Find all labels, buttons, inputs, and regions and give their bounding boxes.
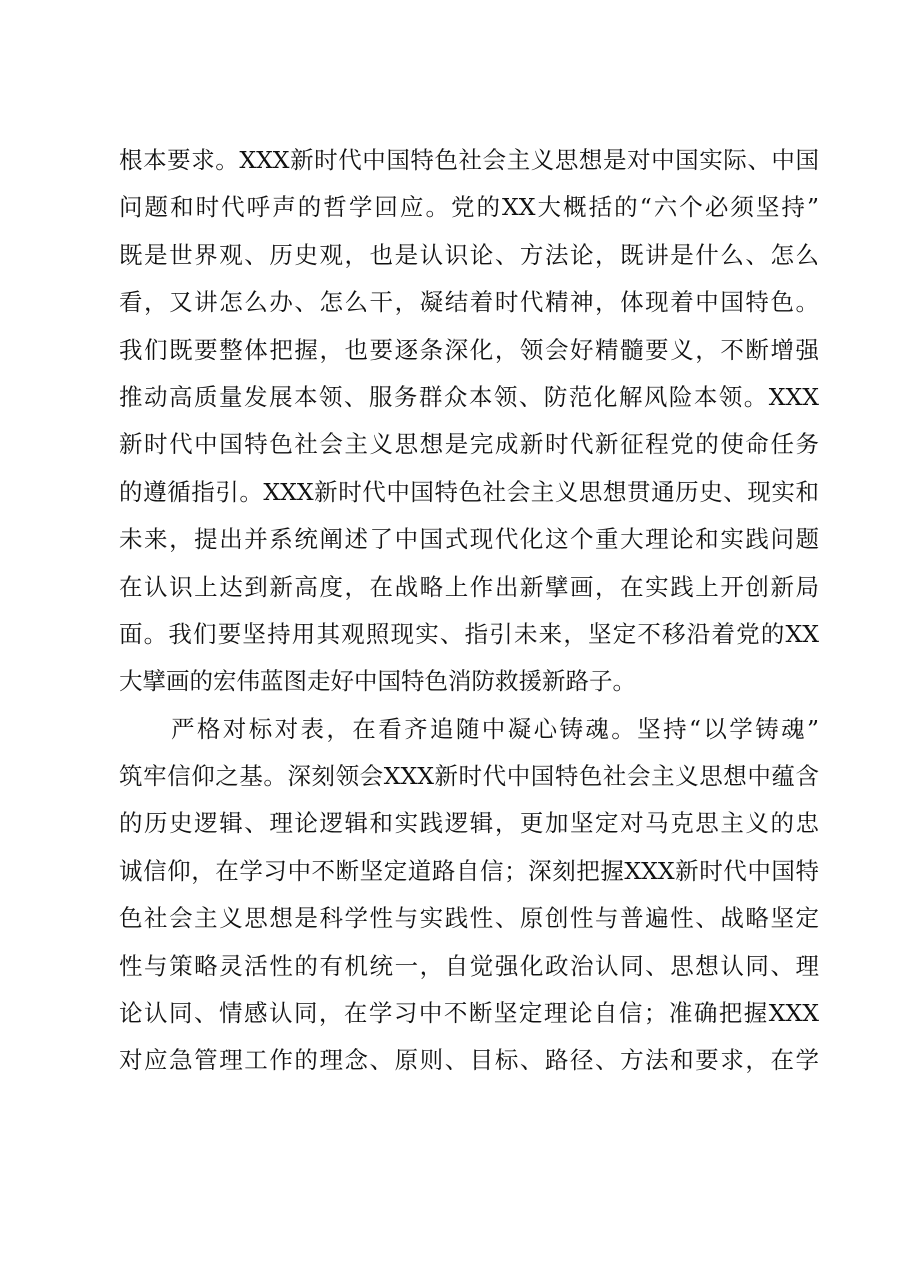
text-line: 性与策略灵活性的有机统一，自觉强化政治认同、思想认同、理	[119, 951, 819, 980]
text-line: 推动高质量发展本领、服务群众本领、防范化解风险本领。XXX	[119, 382, 819, 411]
paragraph-1	[119, 137, 819, 706]
text-line: 大擘画的宏伟蓝图走好中国特色消防救援新路子。	[119, 667, 636, 696]
text-line: 筑牢信仰之基。深刻领会XXX新时代中国特色社会主义思想中蕴含	[119, 762, 819, 791]
text-line: 新时代中国特色社会主义思想是完成新时代新征程党的使命任务	[119, 430, 819, 459]
text-line: 既是世界观、历史观，也是认识论、方法论，既讲是什么、怎么	[119, 240, 819, 269]
text-line: 问题和时代呼声的哲学回应。党的XX大概括的“六个必须坚持”	[119, 193, 819, 222]
text-line: 我们既要整体把握，也要逐条深化，领会好精髓要义，不断增强	[119, 335, 819, 364]
document-body	[119, 137, 819, 1085]
text-line: 论认同、情感认同，在学习中不断坚定理论自信；准确把握XXX	[119, 999, 819, 1028]
text-line: 色社会主义思想是科学性与实践性、原创性与普遍性、战略坚定	[119, 904, 819, 933]
text-line: 的遵循指引。XXX新时代中国特色社会主义思想贯通历史、现实和	[119, 477, 819, 506]
text-line: 面。我们要坚持用其观照现实、指引未来，坚定不移沿着党的XX	[119, 619, 819, 648]
text-line: 严格对标对表，在看齐追随中凝心铸魂。坚持“以学铸魂”	[171, 714, 819, 743]
text-line: 对应急管理工作的理念、原则、目标、路径、方法和要求，在学	[119, 1046, 819, 1075]
text-line: 在认识上达到新高度，在战略上作出新擘画，在实践上开创新局	[119, 572, 819, 601]
text-line: 诚信仰，在学习中不断坚定道路自信；深刻把握XXX新时代中国特	[119, 856, 819, 885]
text-line: 未来，提出并系统阐述了中国式现代化这个重大理论和实践问题	[119, 525, 819, 554]
text-line: 看，又讲怎么办、怎么干，凝结着时代精神，体现着中国特色。	[119, 288, 819, 317]
paragraph-2	[119, 706, 819, 1085]
text-line: 的历史逻辑、理论逻辑和实践逻辑，更加坚定对马克思主义的忠	[119, 809, 819, 838]
text-line: 根本要求。XXX新时代中国特色社会主义思想是对中国实际、中国	[119, 146, 819, 174]
